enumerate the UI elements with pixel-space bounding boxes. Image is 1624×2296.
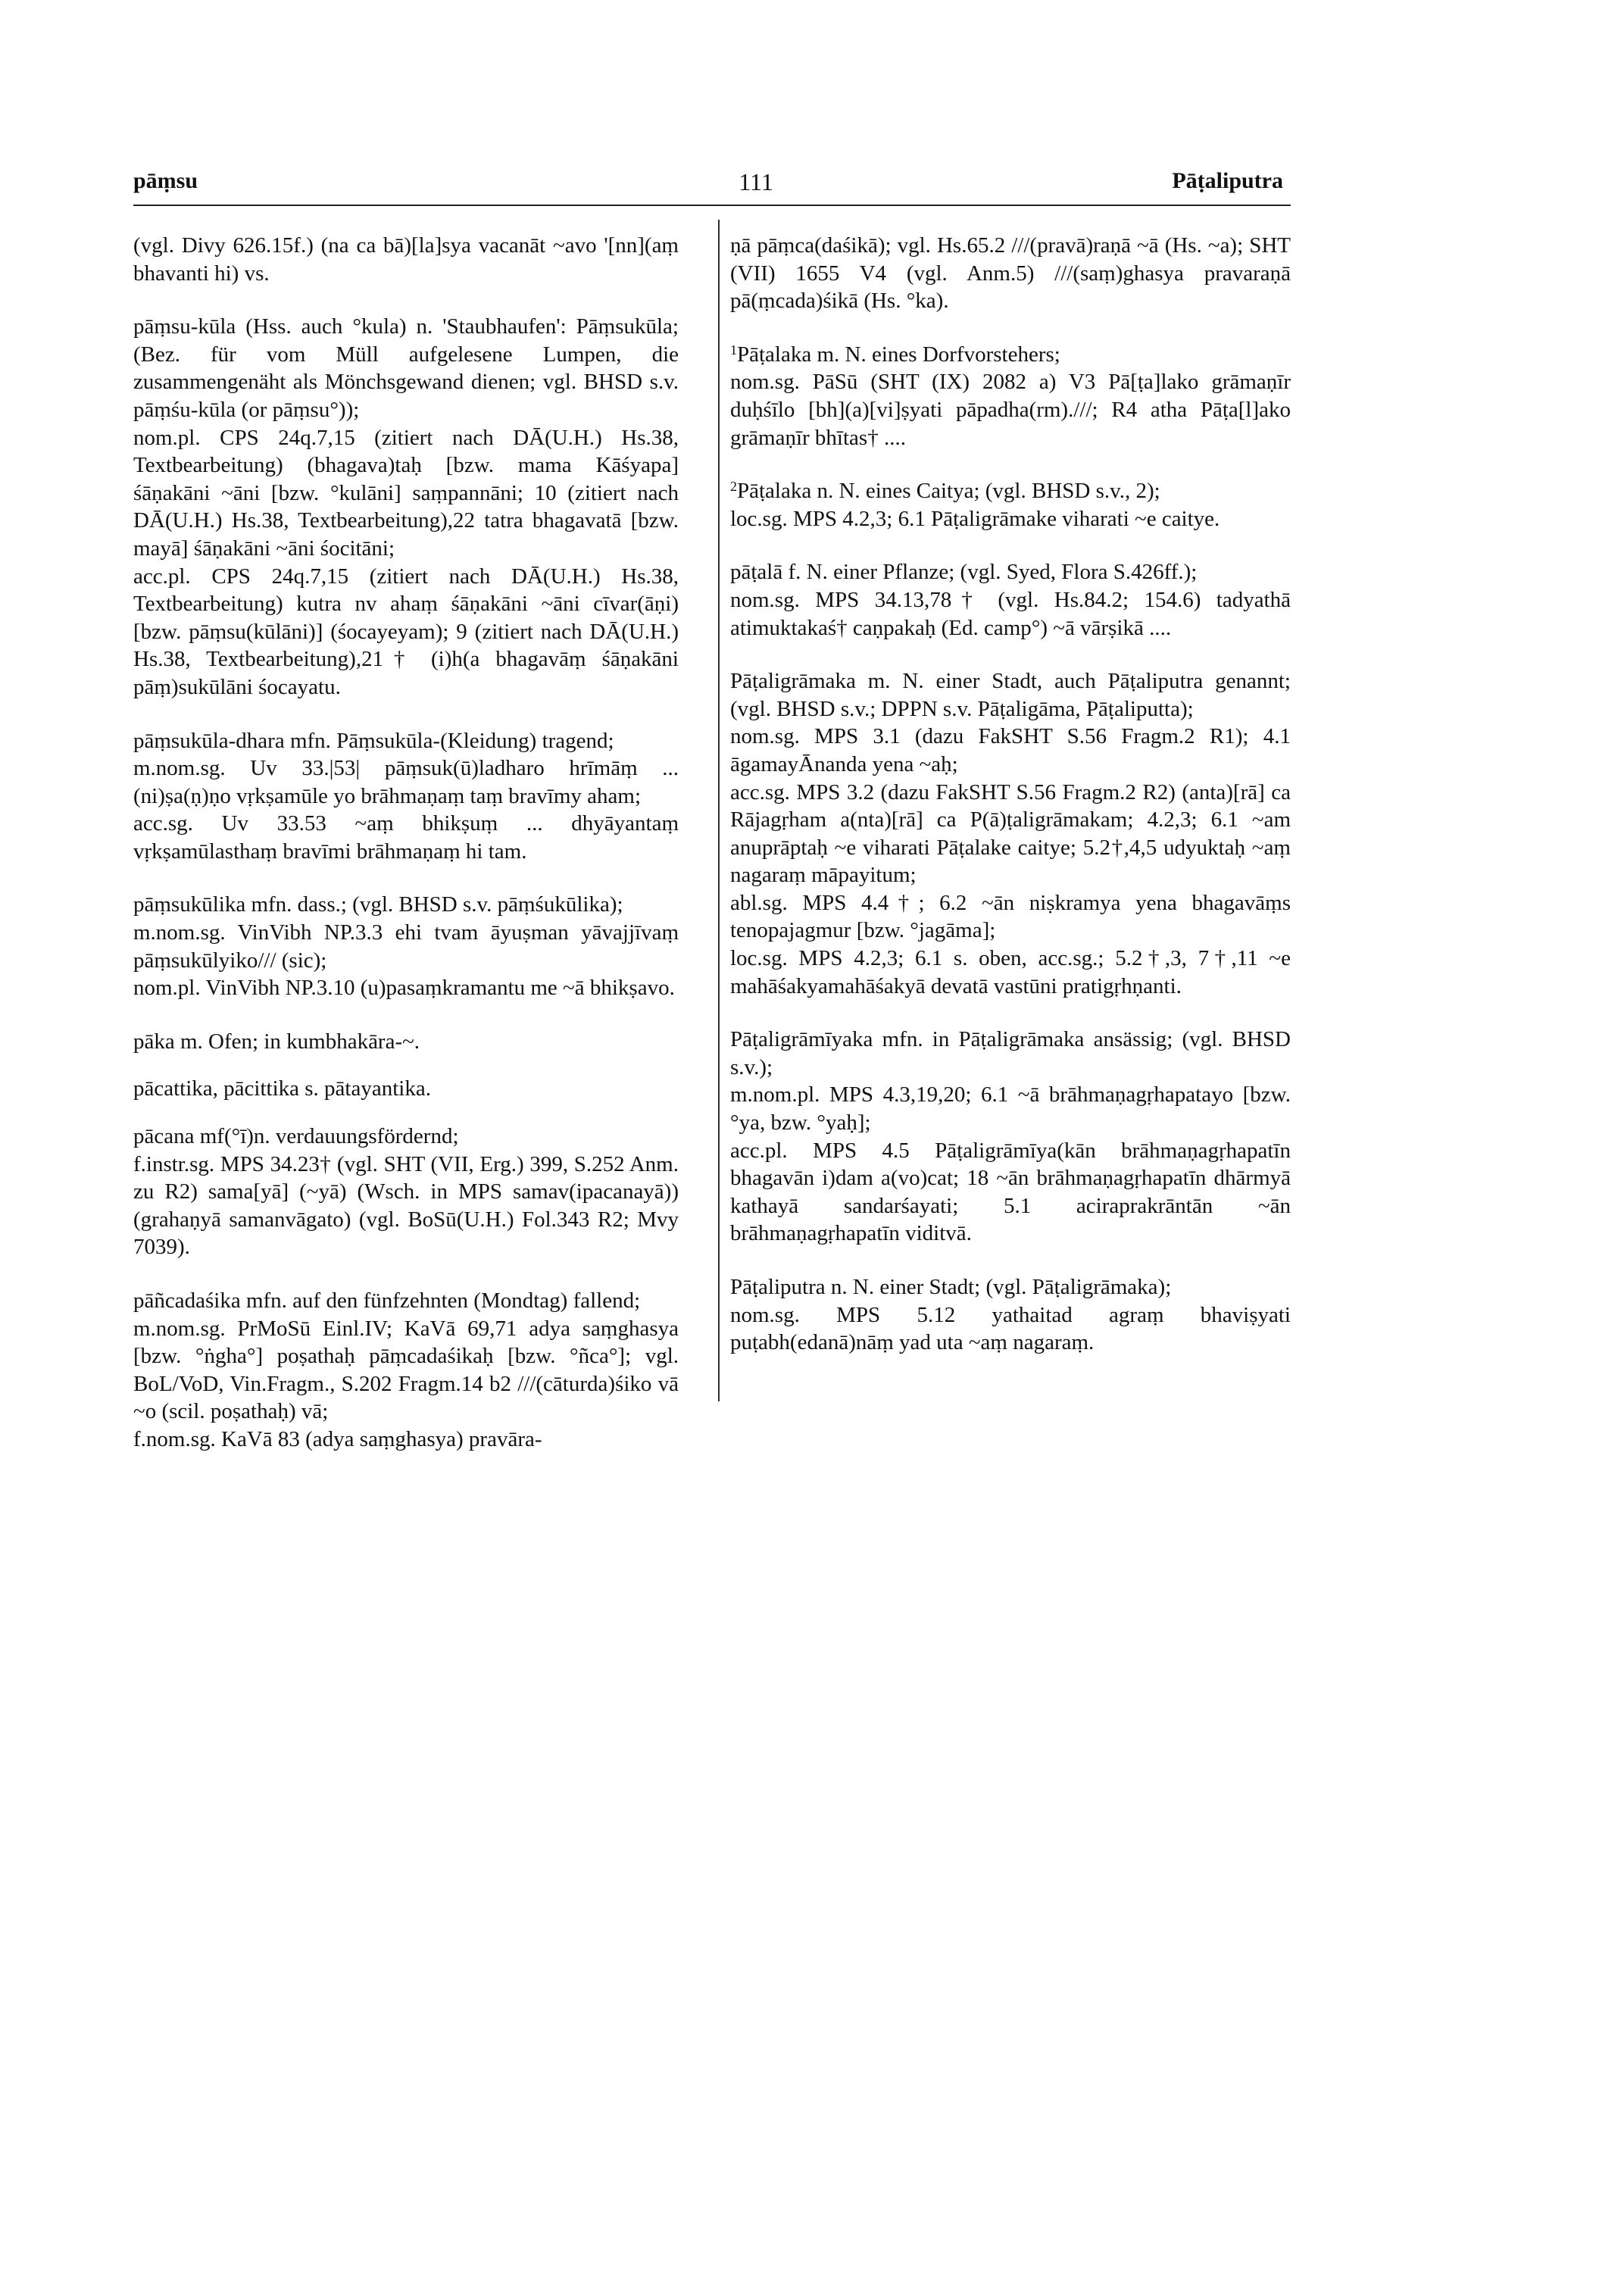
entry-pataligramiyaka [730, 1026, 1291, 1248]
entry-line: abl.sg. MPS 4.4†; 6.2 ~ān niṣkramya yena bhagavāṃs tenopajagmur [bzw. °jagāma]; [730, 890, 1291, 943]
entry-line: acc.sg. MPS 3.2 (dazu FakSHT S.56 Fragm.2 R2) (anta)[rā] ca Rājagṛham a(nta)[rā] ca P(ā)ṭaligrāmakam; 4.2,3; 6.1 ~am anuprāptaḥ ~e viharati Pāṭalake caitye; 5.2†,4,5 udyuktaḥ ~aṃ nagaraṃ māpayitum; [730, 779, 1291, 888]
entry-line: nom.pl. VinVibh NP.3.10 (u)pasaṃkramantu me ~ā bhikṣavo. [133, 976, 675, 1001]
entry-continuation [133, 232, 679, 287]
entry-headline-text: Pāṭalaka n. N. eines Caitya; (vgl. BHSD s.v., 2); [737, 479, 1160, 504]
entry-headline: pāñcadaśika mfn. auf den fünfzehnten (Mondtag) fallend; [133, 1289, 641, 1313]
entry-line: loc.sg. MPS 4.2,3; 6.1 Pāṭaligrāmake viharati ~e caitye. [730, 506, 1220, 531]
entry-continuation-right [730, 232, 1291, 315]
entry-headline: Pāṭaliputra n. N. einer Stadt; (vgl. Pāṭaligrāmaka); [730, 1275, 1172, 1299]
homonym-number: 2 [730, 479, 737, 495]
entry-headline-text: Pāṭalaka m. N. eines Dorfvorstehers; [737, 342, 1060, 367]
entry-headline: pācattika, pācittika s. pātayantika. [133, 1076, 431, 1101]
entry-headline: Pāṭaligrāmīyaka mfn. in Pāṭaligrāmaka ansässig; (vgl. BHSD s.v.); [730, 1027, 1291, 1079]
entry-line: f.nom.sg. KaVā 83 (adya saṃghasya) pravāra- [133, 1426, 542, 1451]
page-number: 111 [739, 168, 773, 195]
homonym-number: 1 [730, 342, 737, 358]
running-head-right: Pāṭaliputra [1172, 168, 1283, 193]
right-column [730, 232, 1291, 1382]
entry-line: m.nom.pl. MPS 4.3,19,20; 6.1 ~ā brāhmaṇagṛhapatayo [bzw. °ya, bzw. °yaḥ]; [730, 1082, 1291, 1136]
entry-headline: pāṃsukūlika mfn. dass.; (vgl. BHSD s.v. pāṃśukūlika); [133, 892, 623, 917]
entry-pancadasika [133, 1287, 679, 1454]
entry-headline: Pāṭaligrāmaka m. N. einer Stadt, auch Pāṭaliputra genannt; (vgl. BHSD s.v.; DPPN s.v. Pāṭaligāma, Pāṭaliputta); [730, 669, 1291, 721]
entry-line: nom.sg. MPS 5.12 yathaitad agraṃ bhaviṣyati puṭabh(edanā)nāṃ yad uta ~aṃ nagaraṃ. [730, 1302, 1291, 1355]
entry-headline: pāṃsu-kūla (Hss. auch °kula) n. 'Staubhaufen': Pāṃsukūla; (Bez. für vom Müll aufgelesene Lumpen, die zusammengenäht als Mönchsgewand dienen; vgl. BHSD s.v. pāṃśu-kūla (or pāṃsu°)); [133, 314, 679, 422]
entry-patalaka-1 [730, 341, 1291, 451]
entry-headline [730, 341, 1291, 369]
entry-line: nom.pl. CPS 24q.7,15 (zitiert nach DĀ(U.H.) Hs.38, Textbearbeitung) (bhagava)taḥ [bzw. mama Kāśyapa] śāṇakāni ~āni [bzw. °kulāni] saṃpannāni; 10 (zitiert nach DĀ(U.H.) Hs.38, Textbearbeitung),22 tatra bhagavatā [bzw. mayā] śāṇakāni ~āni śocitāni; [133, 425, 679, 561]
entry-line: loc.sg. MPS 4.2,3; 6.1 s. oben, acc.sg.; 5.2†,3, 7†,11 ~e mahāśakyamahāśakyā devatā vastūni pratigṛhṇanti. [730, 946, 1291, 998]
entry-headline: pāṃsukūla-dhara mfn. Pāṃsukūla-(Kleidung) tragend; [133, 728, 614, 753]
entry-line: acc.pl. MPS 4.5 Pāṭaligrāmīya(kān brāhmaṇagṛhapatīn bhagavān i)dam a(vo)cat; 18 ~ān brāhmaṇagṛhapatīn dhārmyā kathayā sandarśayati; 5.1 aciraprakrāntān ~ān brāhmaṇagṛhapatīn viditvā. [730, 1138, 1291, 1246]
entry-line: m.nom.sg. PrMoSū Einl.IV; KaVā 69,71 adya saṃghasya [bzw. °ṅgha°] poṣathaḥ pāṃcadaśikaḥ [bzw. °ñca°]; vgl. BoL/VoD, Vin.Fragm., S.202 Fragm.14 b2 ///(cāturda)śiko vā ~o (scil. poṣathaḥ) vā; [133, 1316, 679, 1424]
entry-line: nom.sg. MPS 3.1 (dazu FakSHT S.56 Fragm.2 R1); 4.1 āgamayĀnanda yena ~aḥ; [730, 724, 1291, 776]
entry-line: ṇā pāṃca(daśikā); vgl. Hs.65.2 ///(pravā)raṇā ~ā (Hs. ~a); SHT (VII) 1655 V4 (vgl. Anm.5) ///(saṃ)ghasya pravaraṇā pā(ṃcada)śikā (Hs. °ka). [730, 233, 1291, 314]
header-rule [133, 205, 1291, 206]
entry-pataligramaka [730, 667, 1291, 1000]
entry-patalaka-2 [730, 477, 1291, 533]
entry-line: acc.sg. Uv 33.53 ~aṃ bhikṣuṃ ... dhyāyantaṃ vṛkṣamūlasthaṃ bravīmi brāhmaṇaṃ hi tam. [133, 811, 679, 864]
entry-line: (vgl. Divy 626.15f.) (na ca bā)[la]sya vacanāt ~avo '[nn](aṃ bhavanti hi) vs. [133, 233, 679, 286]
entry-pamsukula-dhara [133, 727, 679, 866]
entry-pacattika [133, 1075, 679, 1103]
running-head-left: pāṃsu [133, 168, 198, 193]
column-separator [718, 220, 720, 1401]
entry-line: nom.sg. PāSū (SHT (IX) 2082 a) V3 Pā[ṭa]lako grāmaṇīr duḥśīlo [bh](a)[vi]ṣyati pāpadha(rm).///; R4 atha Pāṭa[l]ako grāmaṇīr bhītas† .... [730, 370, 1291, 450]
left-column [133, 232, 679, 1479]
entry-headline: pācana mf(°ī)n. verdauungsfördernd; [133, 1124, 459, 1149]
entry-headline: pāka m. Ofen; in kumbhakāra-~. [133, 1029, 420, 1054]
entry-line: nom.sg. MPS 34.13,78† (vgl. Hs.84.2; 154.6) tadyathā atimuktakaś† caṇpakaḥ (Ed. camp°) ~ā vārṣikā .... [730, 587, 1291, 640]
entry-pacana [133, 1123, 679, 1261]
entry-line: m.nom.sg. Uv 33.|53| pāṃsuk(ū)ladharo hrīmāṃ ... (ni)ṣa(ṇ)ṇo vṛkṣamūle yo brāhmaṇaṃ taṃ bravīmy aham; [133, 756, 679, 808]
entry-patala [730, 558, 1291, 642]
entry-line: f.instr.sg. MPS 34.23† (vgl. SHT (VII, Erg.) 399, S.252 Anm. zu R2) sama[yā] (~yā) (Wsch. in MPS samav(ipacanayā)) (grahaṇyā samanvāgato) (vgl. BoSū(U.H.) Fol.343 R2; Mvy 7039). [133, 1151, 679, 1260]
entry-headline [730, 477, 1291, 505]
entry-pamsukulika [133, 891, 679, 1001]
entry-line: acc.pl. CPS 24q.7,15 (zitiert nach DĀ(U.H.) Hs.38, Textbearbeitung) kutra nv ahaṃ śāṇakāni ~āni cīvar(āṇi) [bzw. pāṃsu(kūlāni)] (śocayeyam); 9 (zitiert nach DĀ(U.H.) Hs.38, Textbearbeitung),21† (i)h(a bhagavāṃ śāṇakāni pāṃ)sukūlāni śocayatu. [133, 564, 679, 699]
entry-paka [133, 1028, 679, 1056]
entry-pamsu-kula [133, 313, 679, 701]
entry-pataliputra [730, 1273, 1291, 1357]
entry-line: m.nom.sg. VinVibh NP.3.3 ehi tvam āyuṣman yāvajjīvaṃ pāṃsukūlyiko/// (sic); [133, 920, 679, 973]
entry-headline: pāṭalā f. N. einer Pflanze; (vgl. Syed, Flora S.426ff.); [730, 560, 1198, 585]
